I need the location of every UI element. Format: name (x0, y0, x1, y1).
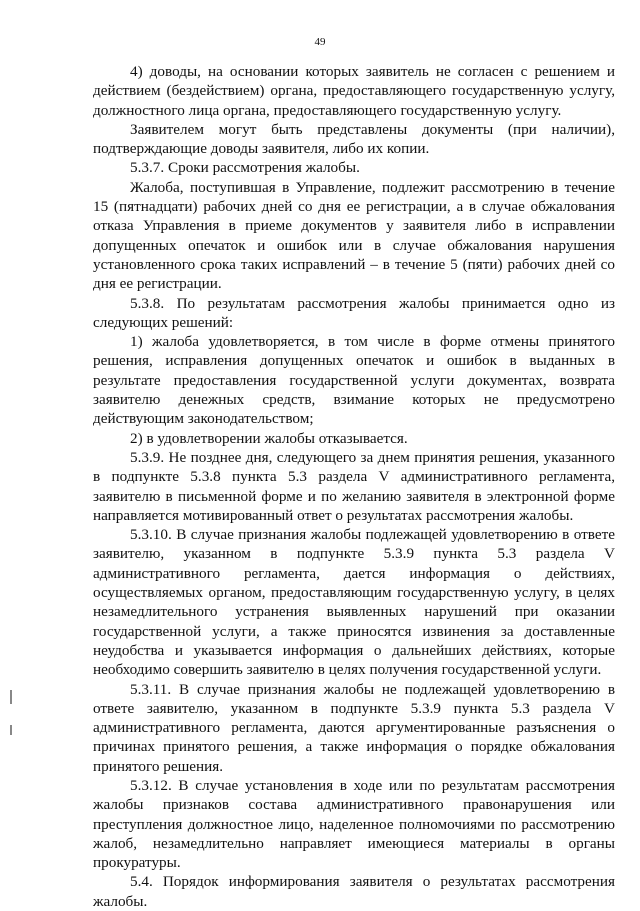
paragraph-5-3-11: 5.3.11. В случае признания жалобы не подлежащей удовлетворению в ответе заявителю, указанном в подпункте 5.3.9 пункта 5.3 раздела V административного регламента, даются аргументированные разъяснения о причинах принятого решения, а также информация о порядке обжалования принятого решения. (93, 680, 615, 775)
list-item-decision-2: 2) в удовлетворении жалобы отказывается. (130, 429, 408, 447)
paragraph-review-terms: Жалоба, поступившая в Управление, подлежит рассмотрению в течение 15 (пятнадцати) рабочих дней со дня ее регистрации, а в случае обжалования отказа Управления в приеме документов у заявителя либо в исправлении допущенных опечаток и ошибок или в случае обжалования нарушения установленного срока таких исправлений – в течение 5 (пяти) рабочих дней со дня ее регистрации. (93, 178, 615, 293)
paragraph-5-4: 5.4. Порядок информирования заявителя о результатах рассмотрения жалобы. (93, 873, 615, 910)
list-item-decision-1: 1) жалоба удовлетворяется, в том числе в форме отмены принятого решения, исправления допущенных опечаток и ошибок в выданных в результате предоставления государственной услуги документах, возврата заявителю денежных средств, взимание которых не предусмотрено действующим законодательством; (93, 333, 615, 428)
paragraph-documents: Заявителем могут быть представлены документы (при наличии), подтверждающие доводы заявителя, либо их копии. (93, 120, 615, 158)
paragraph-5-3-12: 5.3.12. В случае установления в ходе или по результатам рассмотрения жалобы признаков состава административного правонарушения или преступления должностное лицо, наделенное полномочиями по рассмотрению жалоб, незамедлительно направляет имеющиеся материалы в органы прокуратуры. (93, 776, 615, 872)
scan-artifact-mark (10, 725, 12, 735)
paragraph-5-3-9: 5.3.9. Не позднее дня, следующего за днем принятия решения, указанного в подпункте 5.3.8 пункта 5.3 раздела V административного регламента, заявителю в письменной форме и по желанию заявителя в электронной форме направляется мотивированный ответ о результатах рассмотрения жалобы. (93, 448, 615, 524)
paragraph-arguments: 4) доводы, на основании которых заявитель не согласен с решением и действием (бездействием) органа, предоставляющего государственную услугу, должностного лица органа, предоставляющего государственную услугу. (93, 63, 615, 119)
page-number: 49 (314, 36, 326, 48)
document-body (93, 62, 615, 911)
paragraph-5-3-10: 5.3.10. В случае признания жалобы подлежащей удовлетворению в ответе заявителю, указанном в подпункте 5.3.9 пункта 5.3 раздела V административного регламента, дается информация о действиях, осуществляемых органом, предоставляющим государственную услугу, в целях незамедлительного устранения выявленных нарушений при оказании государственной услуги, а также приносятся извинения за доставленные неудобства и указывается информация о дальнейших действиях, которые необходимо совершить заявителю в целях получения государственной услуги. (93, 526, 615, 679)
scan-artifact-mark (10, 690, 12, 704)
section-heading-5-3-7: 5.3.7. Сроки рассмотрения жалобы. (130, 159, 360, 177)
paragraph-5-3-8: 5.3.8. По результатам рассмотрения жалобы принимается одно из следующих решений: (93, 294, 615, 331)
